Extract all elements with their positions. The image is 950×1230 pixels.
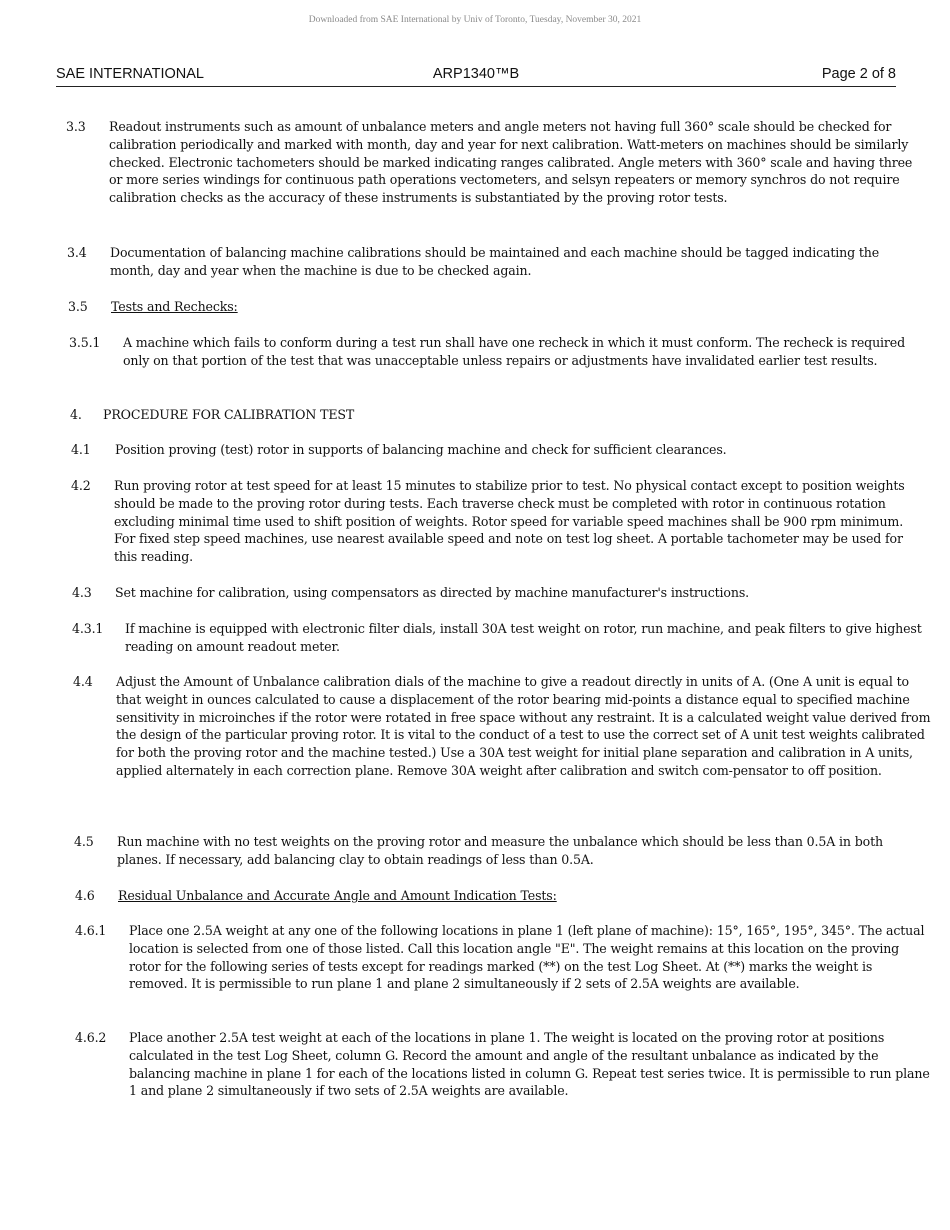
header-organization: SAE INTERNATIONAL — [56, 66, 204, 82]
section-4 — [70, 406, 900, 424]
header-page-number: Page 2 of 8 — [821, 66, 896, 82]
section-3-5-1 — [69, 334, 931, 370]
section-3-5 — [68, 298, 908, 316]
section-number: 3.5 — [68, 299, 88, 314]
section-number: 4.1 — [71, 442, 91, 457]
section-text: Run machine with no test weights on the proving rotor and measure the unbalance which should be less than 0.5A in both planes. If necessary, add balancing clay to obtain readings of less than 0.5A. — [117, 834, 883, 867]
section-4-3 — [72, 584, 912, 602]
section-number: 4.3 — [72, 585, 92, 600]
section-text: Documentation of balancing machine calibrations should be maintained and each machine should be tagged indicating the month, day and year when the machine is due to be checked again. — [110, 245, 880, 278]
section-text: A machine which fails to conform during a test run shall have one recheck in which it must conform. The recheck is required only on that portion of the test that was unacceptable unless repairs or adjustments have invalidated earlier test results. — [123, 335, 905, 368]
section-number: 3.5.1 — [69, 335, 101, 350]
section-number: 4.5 — [74, 834, 94, 849]
section-text: Place another 2.5A test weight at each of the locations in plane 1. The weight is located on the proving rotor at positions calculated in the test Log Sheet, column G. Record the amount and angle of the resultant unbalance as indicated by the balancing machine in plane 1 for each of the locations listed in column G. Repeat test series twice. It is permissible to run plane 1 and plane 2 simultaneously if two sets of 2.5A weights are available. — [129, 1030, 930, 1099]
section-number: 3.4 — [67, 245, 87, 260]
section-number: 4. — [70, 407, 82, 422]
section-text: Set machine for calibration, using compensators as directed by machine manufacturer's instructions. — [115, 585, 749, 600]
section-text: Position proving (test) rotor in supports of balancing machine and check for sufficient clearances. — [115, 442, 727, 457]
section-4-6 — [75, 887, 915, 905]
section-4-5 — [74, 833, 924, 869]
section-4-6-1 — [75, 922, 934, 993]
section-number: 4.6.2 — [75, 1030, 107, 1045]
section-4-3-1 — [72, 620, 925, 656]
section-4-2 — [71, 477, 922, 566]
section-4-6-2 — [75, 1029, 937, 1100]
section-number: 4.6 — [75, 888, 95, 903]
section-number: 3.3 — [66, 119, 86, 134]
section-4-1 — [71, 441, 912, 459]
page-header — [56, 66, 896, 87]
section-3-3 — [66, 118, 923, 207]
section-4-4 — [73, 673, 934, 780]
section-number: 4.4 — [73, 674, 93, 689]
section-number: 4.3.1 — [72, 621, 104, 636]
section-heading: PROCEDURE FOR CALIBRATION TEST — [103, 407, 355, 422]
header-document-id: ARP1340™B — [432, 66, 520, 82]
section-text: Run proving rotor at test speed for at least 15 minutes to stabilize prior to test. No physical contact except to position weights should be made to the proving rotor during tests. Each traverse check must be completed with rotor in continuous rotation excluding minimal time used to shift position of weights. Rotor speed for variable speed machines shall be 900 rpm minimum. For fixed step speed machines, use nearest available speed and note on test log sheet. A portable tachometer may be used for this reading. — [114, 478, 905, 565]
section-text: Readout instruments such as amount of unbalance meters and angle meters not having full 360° scale should be checked for calibration periodically and marked with month, day and year for next calibration. Watt-meters on machines should be similarly checked. Electronic tachometers should be marked indicating ranges calibrated. Angle meters with 360° scale and having three or more series windings for continuous path operations vectometers, and selsyn repeaters or memory synchros do not require calibration checks as the accuracy of these instruments is substantiated by the proving rotor tests. — [109, 119, 913, 206]
section-text: Adjust the Amount of Unbalance calibration dials of the machine to give a readout directly in units of A. (One A unit is equal to that weight in ounces calculated to cause a displacement of the rotor bearing mid-points a distance equal to specified machine sensitivity in microinches if the rotor were rotated in free space without any restraint. It is a calculated weight value derived from the design of the particular proving rotor. It is vital to the conduct of a test to use the correct set of A unit test weights calibrated for both the proving rotor and the machine tested.) Use a 30A test weight for initial plane separation and calibration in A units, applied alternately in each correction plane. Remove 30A weight after calibration and switch com-pensator to off position. — [116, 674, 931, 778]
section-heading: Residual Unbalance and Accurate Angle and Amount Indication Tests: — [118, 888, 557, 903]
download-watermark: Downloaded from SAE International by Univ of Toronto, Tuesday, November 30, 2021 — [308, 15, 642, 25]
section-heading: Tests and Rechecks: — [111, 299, 238, 314]
section-text: If machine is equipped with electronic filter dials, install 30A test weight on rotor, run machine, and peak filters to give highest reading on amount readout meter. — [125, 621, 922, 654]
section-number: 4.6.1 — [75, 923, 107, 938]
section-text: Place one 2.5A weight at any one of the following locations in plane 1 (left plane of machine): 15°, 165°, 195°, 345°. The actual location is selected from one of those listed. Call this location angle "E". The weight remains at this location on the proving rotor for the following series of tests except for readings marked (**) on the test Log Sheet. At (**) marks the weight is removed. It is permissible to run plane 1 and plane 2 simultaneously if 2 sets of 2.5A weights are available. — [129, 923, 925, 992]
section-number: 4.2 — [71, 478, 91, 493]
section-3-4 — [67, 244, 908, 280]
